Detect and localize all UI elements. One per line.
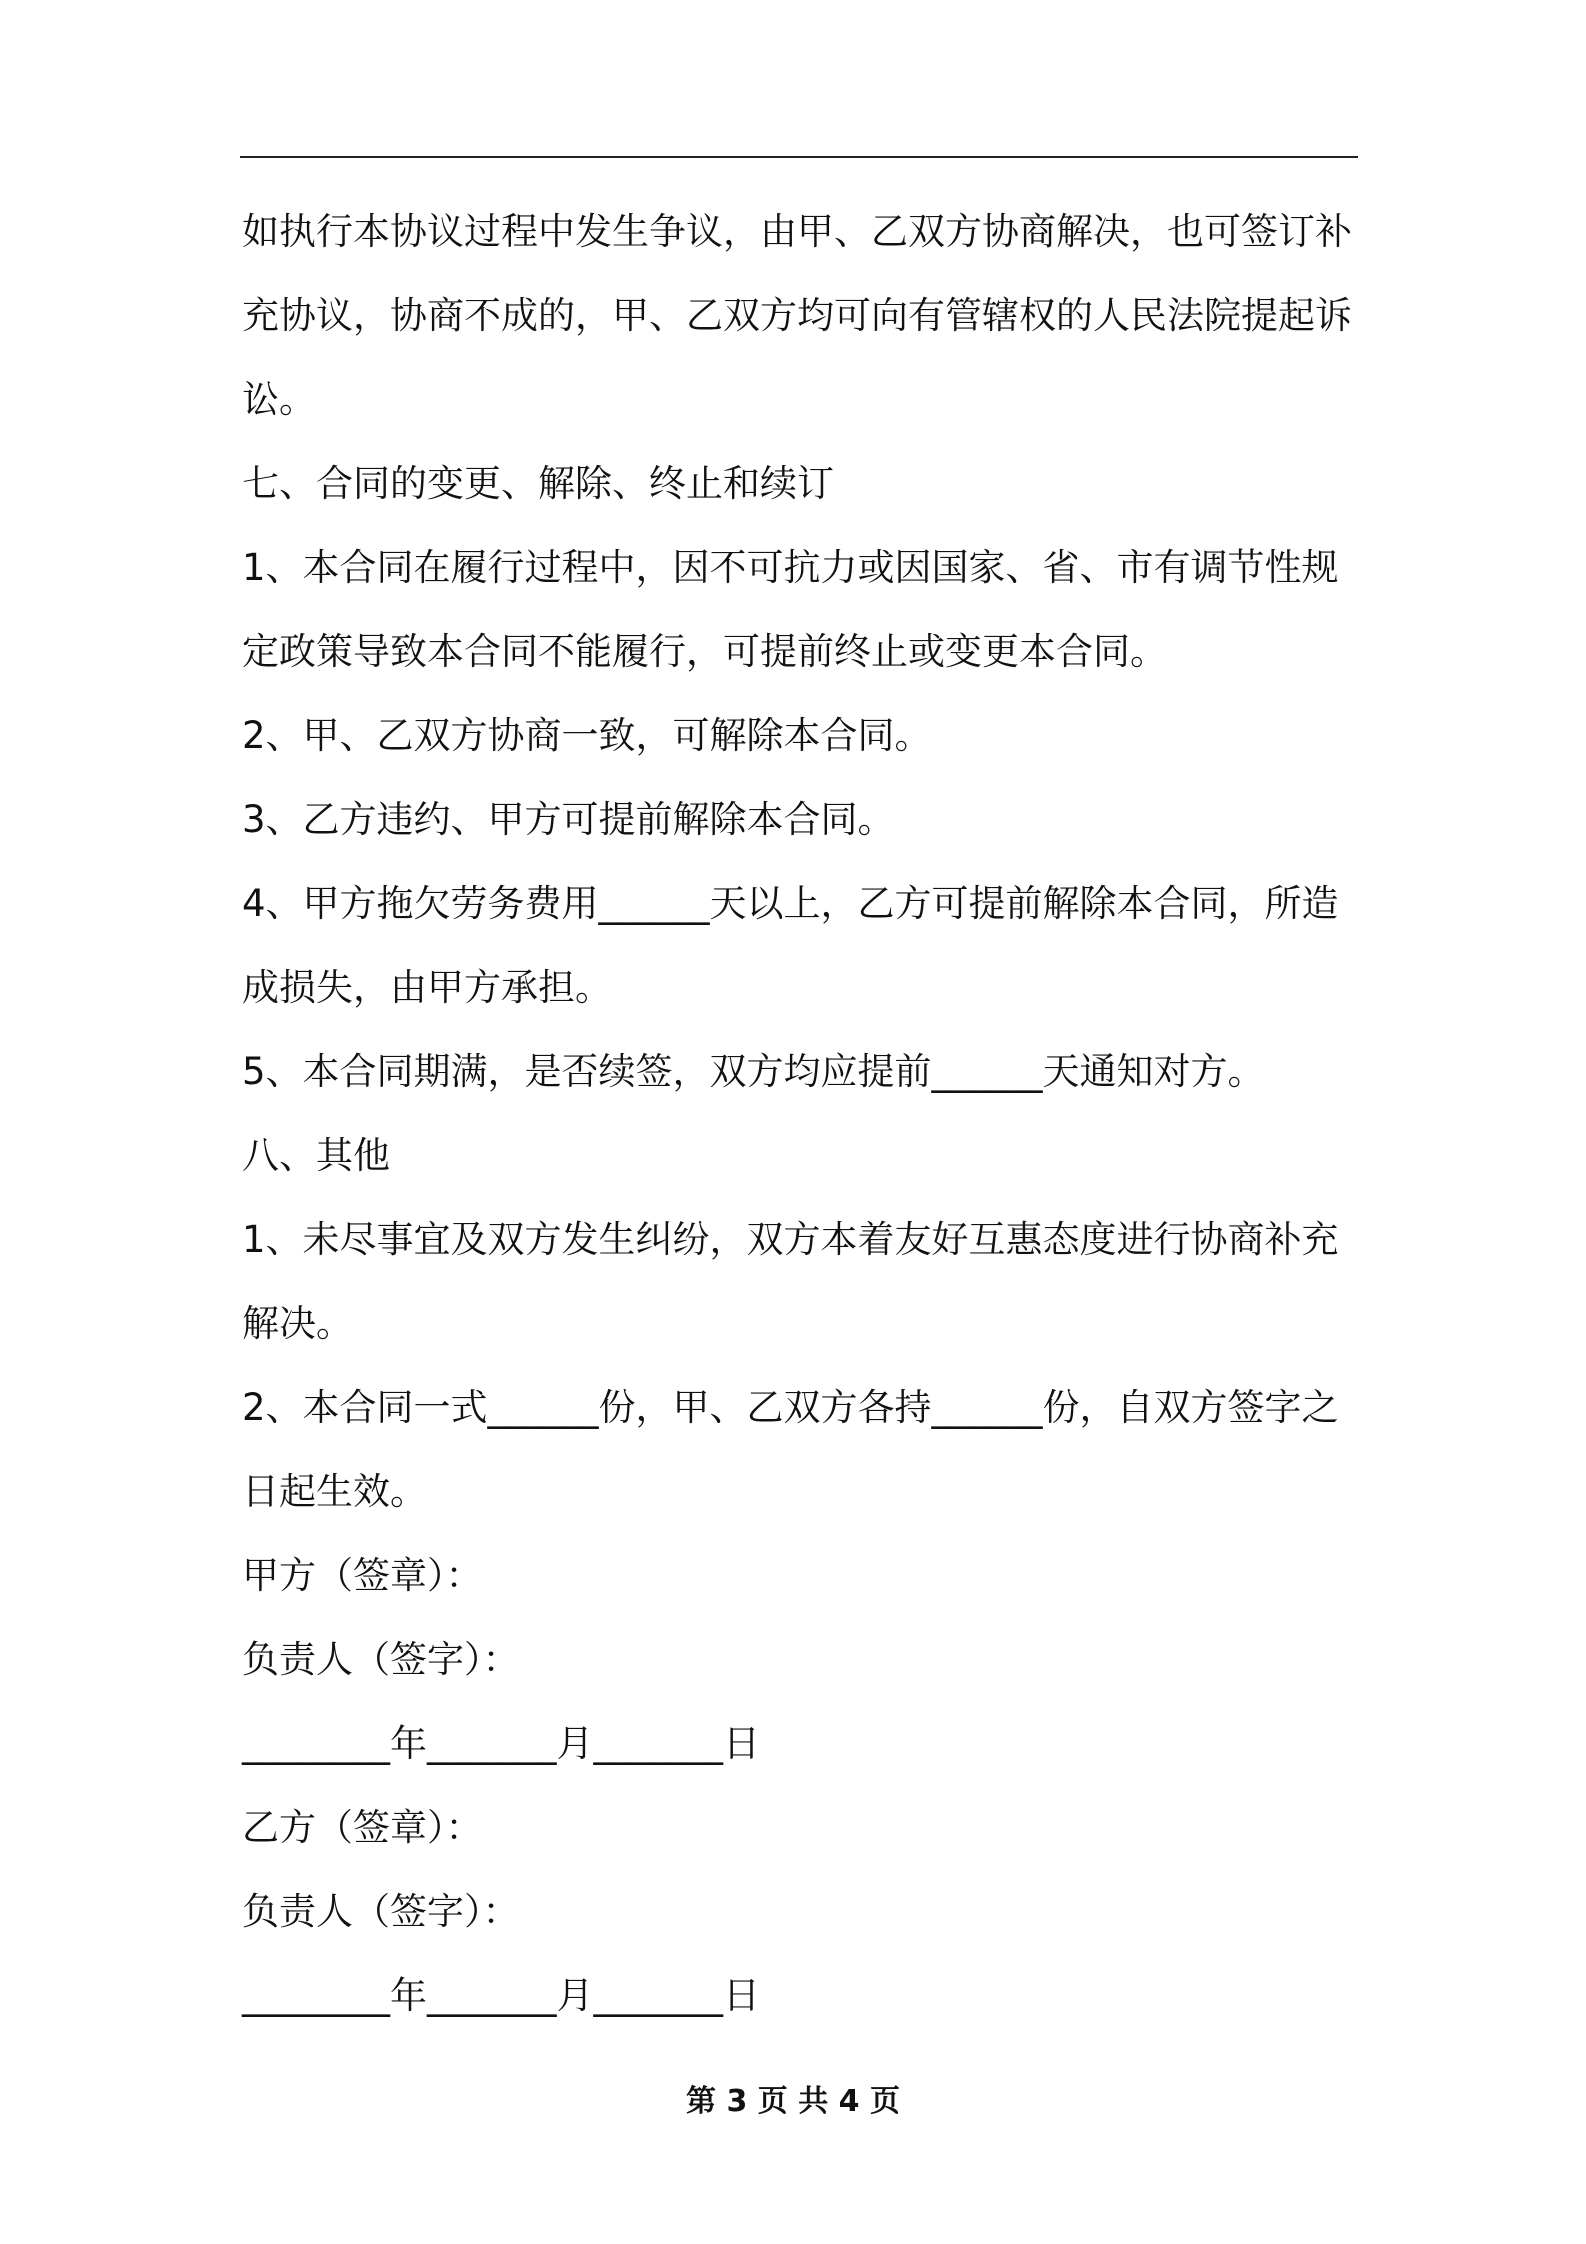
dispute-resolution-paragraph: 如执行本协议过程中发生争议，由甲、乙双方协商解决，也可签订补充协议，协商不成的，甲、乙双方均可向有管辖权的人民法院提起诉讼。 (242, 210, 1352, 421)
party-b-seal-line: 乙方（签章）： (242, 1806, 483, 1849)
clause-7-5: 5、本合同期满，是否续签，双方均应提前______天通知对方。 (242, 1050, 1265, 1093)
party-a-seal-line: 甲方（签章）： (242, 1554, 483, 1597)
party-a-date-line: ________年_______月_______日 (242, 1722, 760, 1765)
party-b-date-line: ________年_______月_______日 (242, 1974, 760, 2017)
clause-8-2: 2、本合同一式______份，甲、乙双方各持______份，自双方签字之日起生效。 (242, 1386, 1339, 1513)
clause-7-3: 3、乙方违约、甲方可提前解除本合同。 (242, 798, 895, 841)
clause-7-4: 4、甲方拖欠劳务费用______天以上，乙方可提前解除本合同，所造成损失，由甲方承担。 (242, 882, 1339, 1009)
header-rule (240, 156, 1358, 158)
clause-7-1: 1、本合同在履行过程中，因不可抗力或因国家、省、市有调节性规定政策导致本合同不能履行，可提前终止或变更本合同。 (242, 546, 1339, 673)
section-heading-other: 八、其他 (242, 1134, 390, 1177)
party-b-signatory-line: 负责人（签字）： (242, 1890, 520, 1933)
party-a-signatory-line: 负责人（签字）： (242, 1638, 520, 1681)
document-body (242, 190, 1360, 2038)
section-heading-change-termination: 七、合同的变更、解除、终止和续订 (242, 462, 834, 505)
clause-8-1: 1、未尽事宜及双方发生纠纷，双方本着友好互惠态度进行协商补充解决。 (242, 1218, 1339, 1345)
page-number-footer: 第 3 页 共 4 页 (686, 2084, 900, 2119)
clause-7-2: 2、甲、乙双方协商一致，可解除本合同。 (242, 714, 932, 757)
